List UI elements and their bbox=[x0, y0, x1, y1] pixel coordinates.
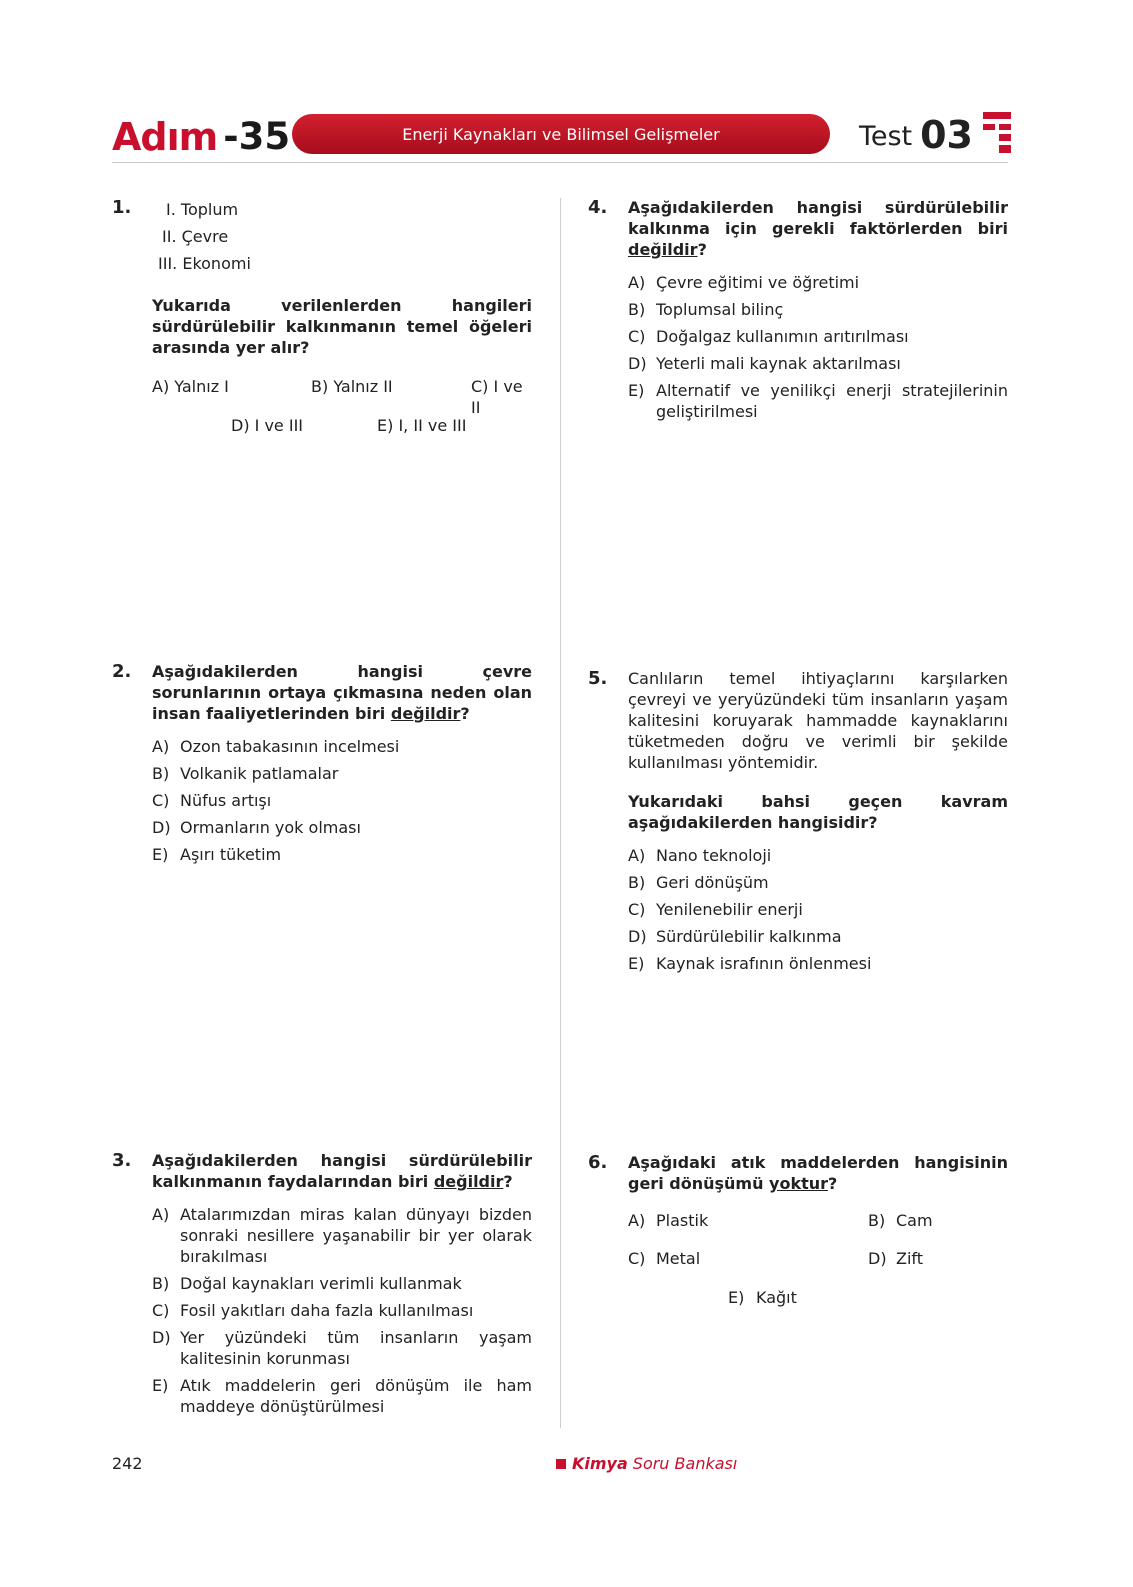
test-number: 03 bbox=[920, 113, 973, 157]
subject-title-bar bbox=[292, 114, 830, 154]
option-c[interactable]: C) Doğalgaz kullanımın arıtırılması bbox=[628, 327, 909, 346]
question-number: 2. bbox=[112, 661, 132, 682]
option-e[interactable]: E) Kağıt bbox=[728, 1288, 797, 1307]
option-b[interactable]: B) Toplumsal bilinç bbox=[628, 300, 784, 319]
option-a[interactable]: A) Yalnız I bbox=[152, 377, 229, 396]
column-divider bbox=[560, 198, 561, 1428]
option-d[interactable]: D) I ve III bbox=[231, 416, 304, 435]
question-number: 4. bbox=[588, 197, 608, 218]
negation-emphasis: değildir bbox=[390, 704, 461, 723]
publisher-logo-icon bbox=[983, 112, 1011, 154]
option-e[interactable]: E) Kaynak israfının önlenmesi bbox=[628, 954, 872, 973]
option-d[interactable]: D) Zift bbox=[868, 1249, 924, 1268]
option-e[interactable]: E) Aşırı tüketim bbox=[152, 845, 282, 864]
option-b[interactable]: B) Doğal kaynakları verimli kullanmak bbox=[152, 1274, 462, 1293]
series-logo bbox=[112, 112, 291, 159]
option-d[interactable]: D) Yeterli mali kaynak aktarılması bbox=[628, 354, 901, 373]
option-a[interactable]: A) Nano teknoloji bbox=[628, 846, 772, 865]
header-divider bbox=[112, 162, 1008, 163]
option-a[interactable]: A) Çevre eğitimi ve öğretimi bbox=[628, 273, 860, 292]
logo-number: -35 bbox=[223, 115, 291, 158]
option-a[interactable]: A) Plastik bbox=[628, 1211, 709, 1230]
option-b[interactable]: B) Yalnız II bbox=[311, 377, 393, 396]
option-d[interactable]: D) Ormanların yok olması bbox=[152, 818, 361, 837]
question-4 bbox=[628, 197, 1008, 422]
option-c[interactable]: C) Metal bbox=[628, 1249, 701, 1268]
option-grid bbox=[152, 376, 532, 456]
question-stem: Aşağıdaki atık maddelerden hangisinin geri dönüşümü yoktur? bbox=[628, 1153, 1008, 1193]
option-e[interactable]: E) Alternatif ve yenilikçi enerji stratejilerinin geliştirilmesi bbox=[628, 381, 1008, 421]
negation-emphasis: yoktur bbox=[769, 1174, 829, 1193]
logo-word: Adım bbox=[112, 115, 218, 159]
question-stem: Aşağıdakilerden hangisi sürdürülebilir kalkınma için gerekli faktörlerden biri değildir? bbox=[628, 198, 1008, 259]
question-2 bbox=[152, 661, 532, 865]
option-b[interactable]: B) Volkanik patlamalar bbox=[152, 764, 339, 783]
test-label: Test bbox=[858, 121, 913, 152]
question-5 bbox=[628, 668, 1008, 974]
question-3 bbox=[152, 1150, 532, 1417]
negation-emphasis: değildir bbox=[433, 1172, 504, 1191]
option-c[interactable]: C) Yenilenebilir enerji bbox=[628, 900, 803, 919]
option-c[interactable]: C) Fosil yakıtları daha fazla kullanılması bbox=[152, 1301, 474, 1320]
question-1 bbox=[152, 196, 532, 456]
option-grid bbox=[628, 1210, 1008, 1310]
book-brand bbox=[556, 1454, 737, 1473]
question-number: 3. bbox=[112, 1150, 132, 1171]
page-number: 242 bbox=[112, 1454, 143, 1473]
option-c[interactable]: C) I ve II bbox=[471, 377, 523, 417]
subject-title: Enerji Kaynakları ve Bilimsel Gelişmeler bbox=[402, 124, 720, 144]
option-b[interactable]: B) Cam bbox=[868, 1211, 933, 1230]
roman-item: I. Toplum bbox=[166, 200, 239, 219]
option-d[interactable]: D) Sürdürülebilir kalkınma bbox=[628, 927, 842, 946]
option-a[interactable]: A) Atalarımızdan miras kalan dünyayı bizden sonraki nesillere yaşanabilir bir yer olarak bırakılması bbox=[152, 1205, 532, 1266]
roman-item: II. Çevre bbox=[162, 227, 229, 246]
question-number: 6. bbox=[588, 1152, 608, 1173]
option-d[interactable]: D) Yer yüzündeki tüm insanların yaşam kalitesinin korunması bbox=[152, 1328, 532, 1368]
question-stem: Yukarıda verilenlerden hangileri sürdürülebilir kalkınmanın temel öğeleri arasında yer alır? bbox=[152, 296, 532, 357]
option-b[interactable]: B) Geri dönüşüm bbox=[628, 873, 769, 892]
question-stem: Yukarıdaki bahsi geçen kavram aşağıdakilerden hangisidir? bbox=[628, 792, 1008, 832]
roman-item: III. Ekonomi bbox=[158, 254, 251, 273]
test-label-group bbox=[858, 113, 973, 157]
question-passage: Canlıların temel ihtiyaçlarını karşılarken çevreyi ve yeryüzündeki tüm insanların yaşam kalitesini koruyarak hammadde kaynaklarını tüketmeden doğru ve verimli bir şekilde kullanılması yöntemidir. bbox=[628, 669, 1008, 772]
question-number: 1. bbox=[112, 197, 132, 218]
question-stem: Aşağıdakilerden hangisi çevre sorunlarının ortaya çıkmasına neden olan insan faaliyetlerinden biri değildir? bbox=[152, 662, 532, 723]
book-name: Soru Bankası bbox=[632, 1454, 738, 1473]
option-e[interactable]: E) I, II ve III bbox=[377, 416, 467, 435]
negation-emphasis: değildir bbox=[628, 240, 698, 259]
book-subject: Kimya bbox=[572, 1454, 628, 1473]
question-number: 5. bbox=[588, 668, 608, 689]
question-6 bbox=[628, 1152, 1008, 1310]
question-stem: Aşağıdakilerden hangisi sürdürülebilir kalkınmanın faydalarından biri değildir? bbox=[152, 1151, 532, 1191]
option-c[interactable]: C) Nüfus artışı bbox=[152, 791, 272, 810]
square-bullet-icon bbox=[556, 1459, 566, 1469]
option-a[interactable]: A) Ozon tabakasının incelmesi bbox=[152, 737, 400, 756]
option-e[interactable]: E) Atık maddelerin geri dönüşüm ile ham maddeye dönüştürülmesi bbox=[152, 1376, 532, 1416]
